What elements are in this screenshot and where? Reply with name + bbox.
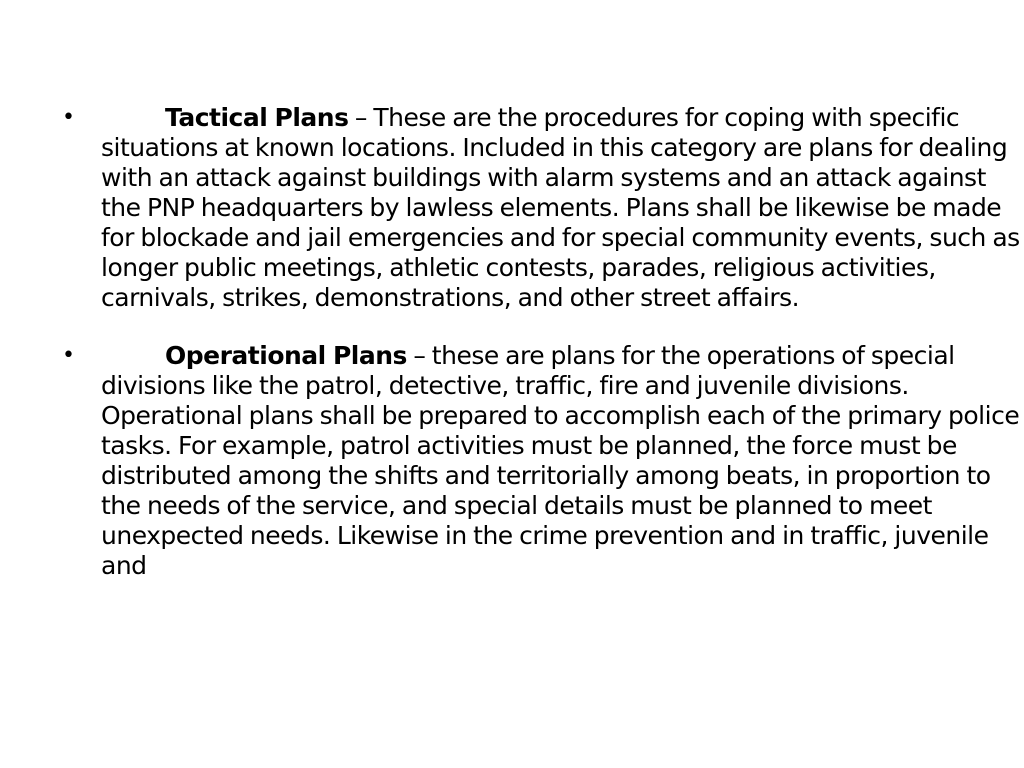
term-separator: –: [406, 341, 432, 370]
bullet-item-tactical-plans: [62, 103, 1020, 313]
bullet-text: [101, 103, 1020, 313]
bullet-list: [62, 103, 1020, 609]
term-operational-plans: Operational Plans: [165, 341, 407, 370]
term-separator: –: [348, 103, 374, 132]
bullet-text: [101, 341, 1020, 581]
bullet-icon: •: [62, 105, 75, 130]
bullet-item-operational-plans: [62, 341, 1020, 581]
bullet-icon: •: [62, 343, 75, 368]
description-tactical-plans: These are the procedures for coping with specific situations at known locations. Included in this category are plans for dealing with an attack against buildings with alarm systems and an attack against the PNP headquarters by lawless elements. Plans shall be likewise be made for blockade and jail emergencies and for special community events, such as longer public meetings, athletic contests, parades, religious activities, carnivals, strikes, demonstrations, and other street affairs.: [101, 103, 1020, 312]
description-operational-plans: these are plans for the operations of special divisions like the patrol, detective, traffic, fire and juvenile divisions. Operational plans shall be prepared to accomplish each of the primary police tasks. For example, patrol activities must be planned, the force must be distributed among the shifts and territorially among beats, in proportion to the needs of the service, and special details must be planned to meet unexpected needs. Likewise in the crime prevention and in traffic, juvenile and: [101, 341, 1020, 580]
term-tactical-plans: Tactical Plans: [165, 103, 349, 132]
